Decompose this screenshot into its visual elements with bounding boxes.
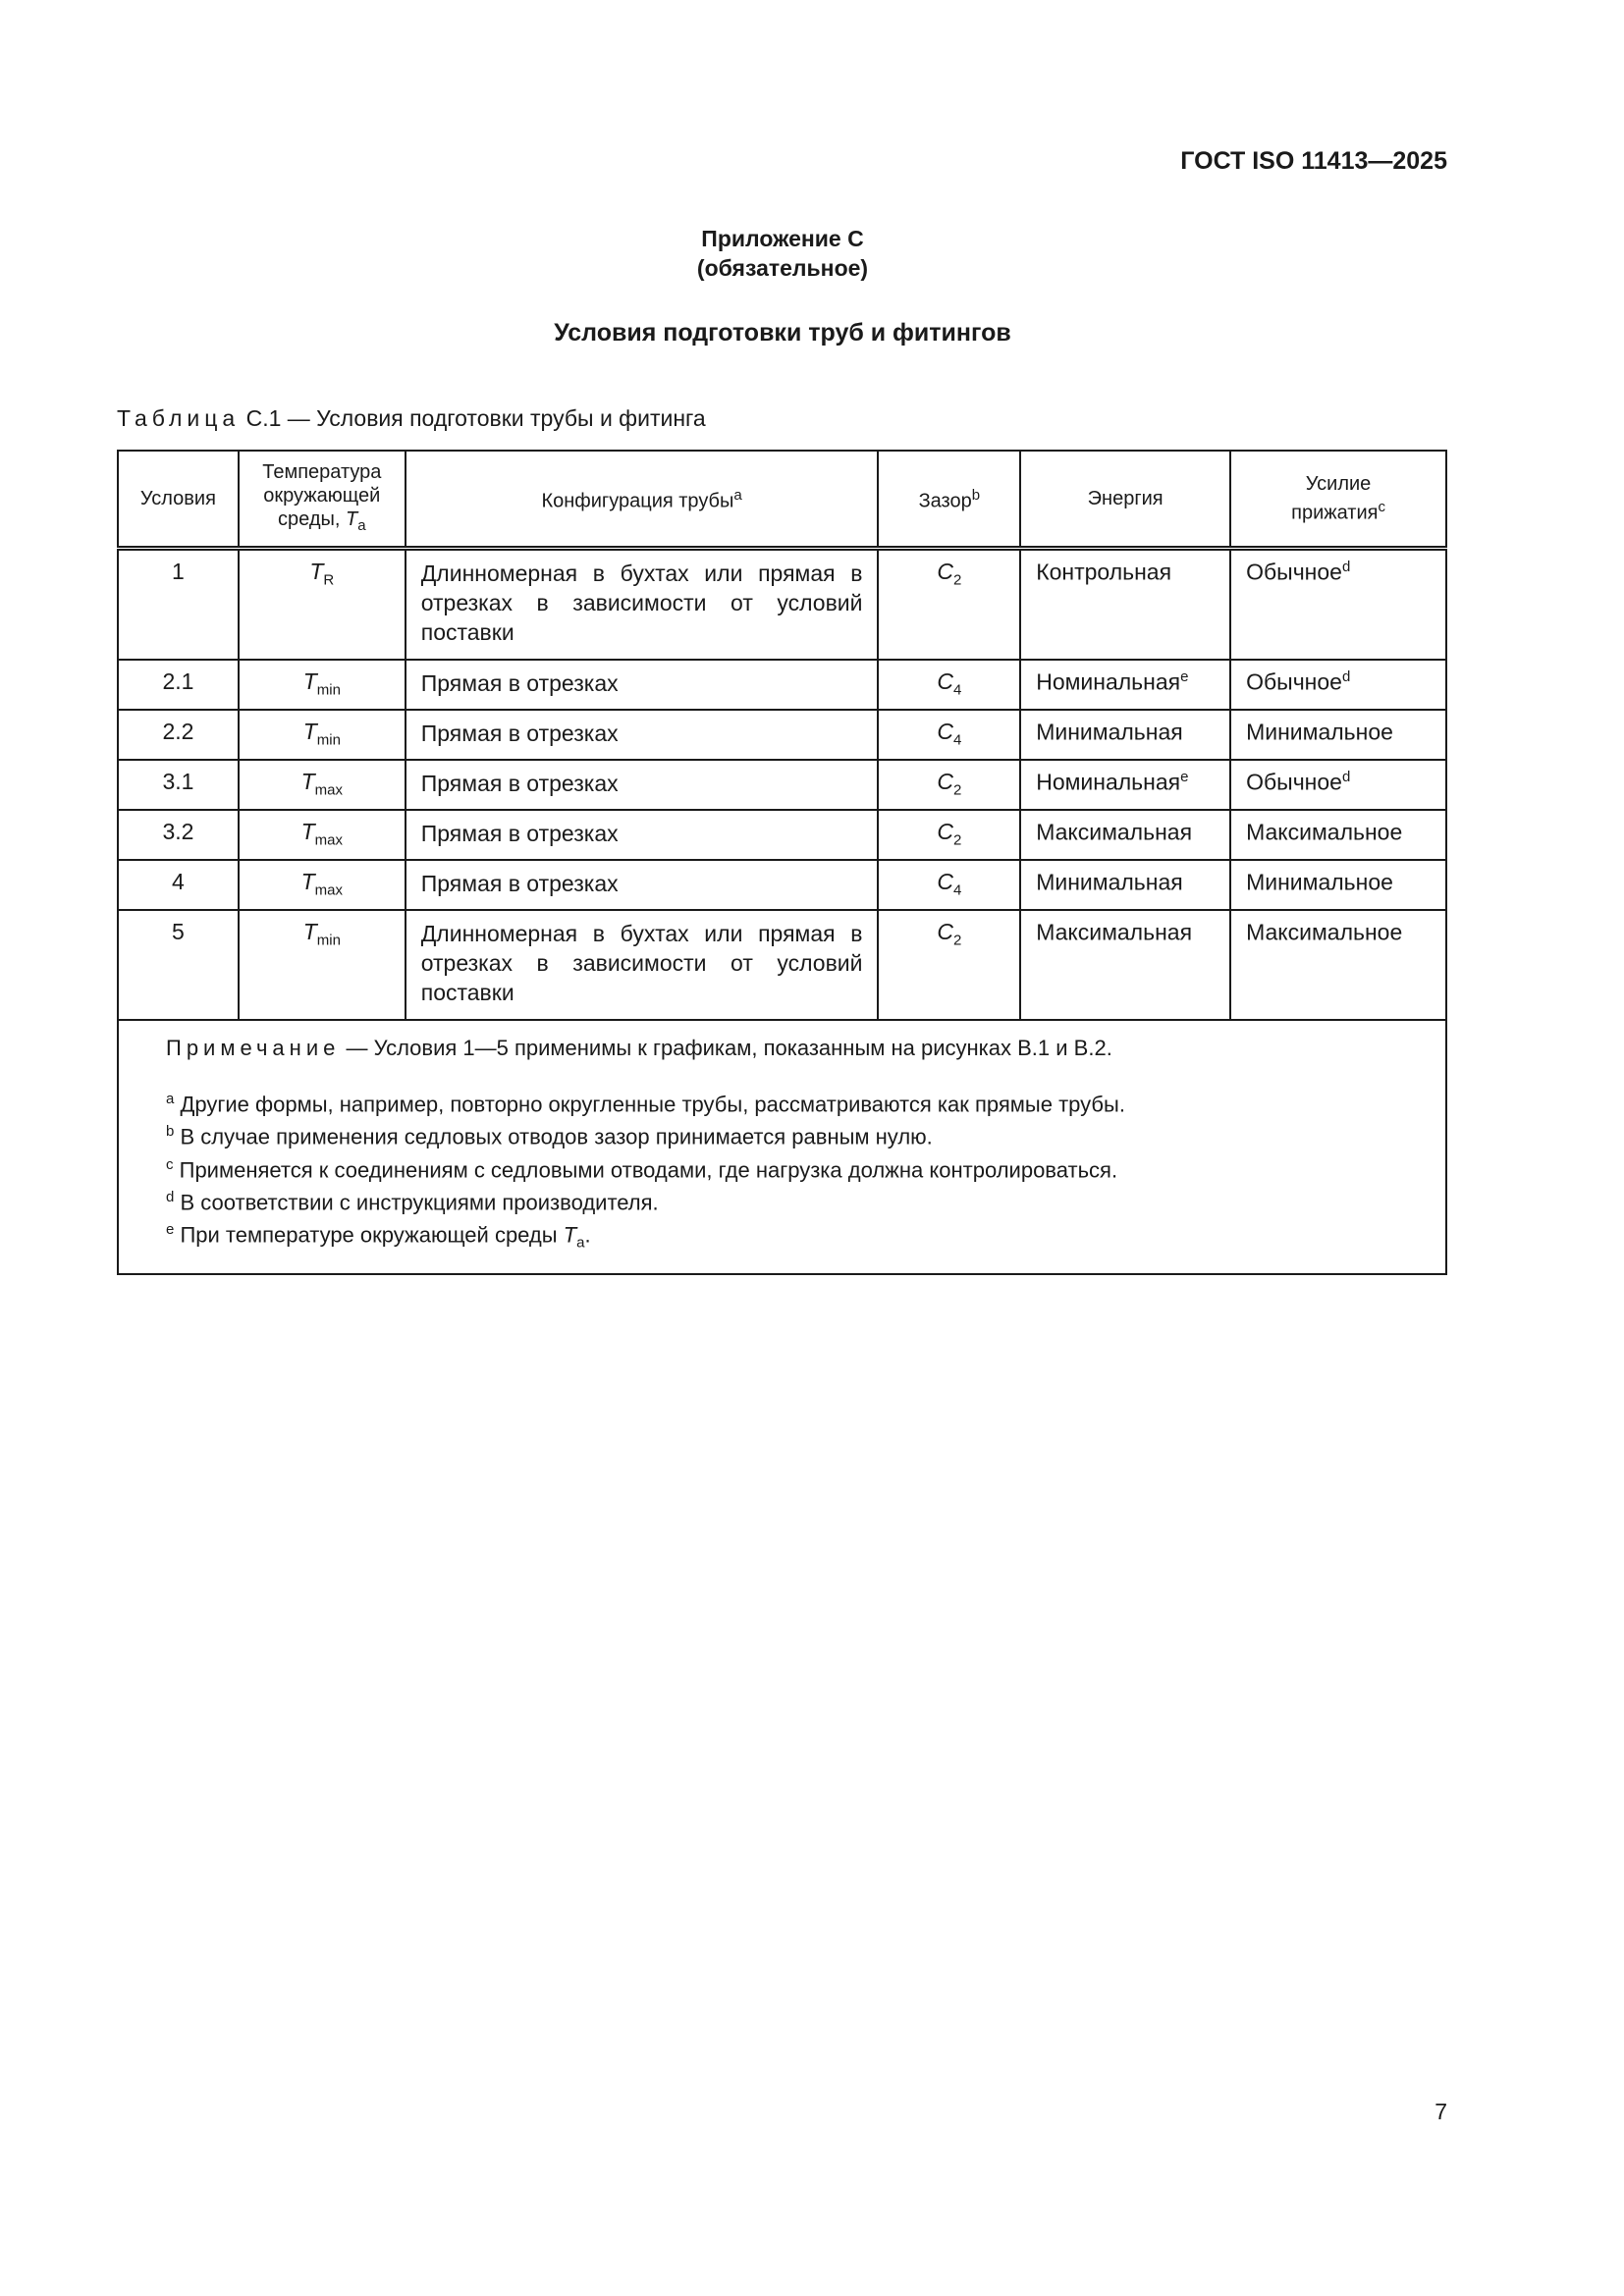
footnote: $^b$ В случае применения седловых отводов зазор принимается равным нулю. [166, 1123, 933, 1149]
cell-force: Минимальное [1230, 710, 1446, 760]
cell-energy: Максимальная [1020, 810, 1230, 860]
cell-condition: 3.1 [118, 760, 239, 810]
appendix-title: Приложение С [701, 226, 864, 251]
cell-temperature: $T_{max}$ [239, 760, 406, 810]
table-row [118, 860, 1446, 910]
header-force-sup: c [1378, 499, 1385, 516]
table-row [118, 660, 1446, 710]
cell-temperature: $T_{max}$ [239, 810, 406, 860]
cell-condition: 3.2 [118, 810, 239, 860]
header-force-line1: Усилие [1305, 473, 1372, 496]
cell-force: Обычное$^d$ [1230, 660, 1446, 710]
document-code: ГОСТ ISO 11413—2025 [1180, 147, 1447, 175]
cell-gap: $C_2$ [878, 549, 1020, 661]
cell-config: Прямая в отрезках [406, 660, 879, 710]
cell-energy: Минимальная [1020, 710, 1230, 760]
cell-force: Максимальное [1230, 810, 1446, 860]
header-config-sup: a [733, 487, 742, 505]
conditions-table [117, 450, 1447, 1275]
footnote: $^e$ При температуре окружающей среды $T_a$. [166, 1221, 591, 1253]
cell-energy: Минимальная [1020, 860, 1230, 910]
header-temperature [239, 451, 406, 549]
cell-gap: $C_4$ [878, 860, 1020, 910]
table-caption [117, 405, 706, 432]
header-force-line2: прижатия [1291, 502, 1379, 524]
cell-config: Прямая в отрезках [406, 810, 879, 860]
table-caption-label: Таблица [117, 405, 241, 431]
header-gap-sup: b [971, 487, 981, 505]
footnote: $^a$ Другие формы, например, повторно округленные трубы, рассматриваются как прямые трубы. [166, 1091, 1125, 1117]
cell-gap: $C_2$ [878, 760, 1020, 810]
cell-energy: Контрольная [1020, 549, 1230, 661]
cell-temperature: $T_{min}$ [239, 660, 406, 710]
header-force [1230, 451, 1446, 549]
cell-condition: 1 [118, 549, 239, 661]
table-row [118, 760, 1446, 810]
cell-force: Обычное$^d$ [1230, 760, 1446, 810]
page-number: 7 [1435, 2099, 1447, 2124]
cell-condition: 2.1 [118, 660, 239, 710]
note-text: — Условия 1—5 применимы к графикам, показанным на рисунках В.1 и В.2. [346, 1036, 1112, 1060]
cell-config: Прямая в отрезках [406, 860, 879, 910]
cell-gap: $C_2$ [878, 810, 1020, 860]
appendix-heading [0, 224, 1565, 283]
table-row [118, 549, 1446, 661]
note-label: Примечание [166, 1036, 341, 1060]
header-temp-line3: среды, [278, 507, 341, 530]
table-note [166, 1035, 1398, 1062]
cell-gap: $C_2$ [878, 910, 1020, 1020]
cell-config: Длинномерная в бухтах или прямая в отрезках в зависимости от условий поставки [406, 549, 879, 661]
cell-config: Прямая в отрезках [406, 760, 879, 810]
section-title: Условия подготовки труб и фитингов [554, 319, 1011, 347]
table-caption-text: С.1 — Условия подготовки трубы и фитинга [245, 405, 706, 431]
cell-force: Максимальное [1230, 910, 1446, 1020]
appendix-status: (обязательное) [696, 255, 869, 281]
header-temp-line2: окружающей [263, 484, 381, 507]
cell-force: Минимальное [1230, 860, 1446, 910]
footnote: $^c$ Применяется к соединениям с седловыми отводами, где нагрузка должна контролироваться. [166, 1155, 1118, 1182]
table-row [118, 810, 1446, 860]
header-temp-subscript: a [357, 516, 366, 534]
cell-condition: 4 [118, 860, 239, 910]
header-config-text: Конфигурация трубы [541, 490, 734, 512]
footnote: $^d$ В соответствии с инструкциями производителя. [166, 1188, 659, 1215]
table-row [118, 710, 1446, 760]
table-row [118, 910, 1446, 1020]
notes-row [118, 1020, 1446, 1274]
header-gap-text: Зазор [918, 490, 972, 512]
cell-temperature: $T_{min}$ [239, 710, 406, 760]
cell-condition: 5 [118, 910, 239, 1020]
cell-condition: 2.2 [118, 710, 239, 760]
cell-temperature: $T_{max}$ [239, 860, 406, 910]
cell-gap: $C_4$ [878, 660, 1020, 710]
cell-temperature: $T_R$ [239, 549, 406, 661]
cell-temperature: $T_{min}$ [239, 910, 406, 1020]
header-temp-line1: Температура [262, 460, 382, 483]
header-gap [878, 451, 1020, 549]
cell-energy: Номинальная$^e$ [1020, 660, 1230, 710]
header-temp-symbol: T [346, 507, 358, 530]
table-header-row [118, 451, 1446, 549]
cell-energy: Максимальная [1020, 910, 1230, 1020]
header-conditions: Условия [118, 451, 239, 549]
cell-config: Длинномерная в бухтах или прямая в отрезках в зависимости от условий поставки [406, 910, 879, 1020]
notes-cell [118, 1020, 1446, 1274]
header-energy: Энергия [1020, 451, 1230, 549]
header-config [406, 451, 879, 549]
cell-force: Обычное$^d$ [1230, 549, 1446, 661]
cell-gap: $C_4$ [878, 710, 1020, 760]
cell-energy: Номинальная$^e$ [1020, 760, 1230, 810]
cell-config: Прямая в отрезках [406, 710, 879, 760]
